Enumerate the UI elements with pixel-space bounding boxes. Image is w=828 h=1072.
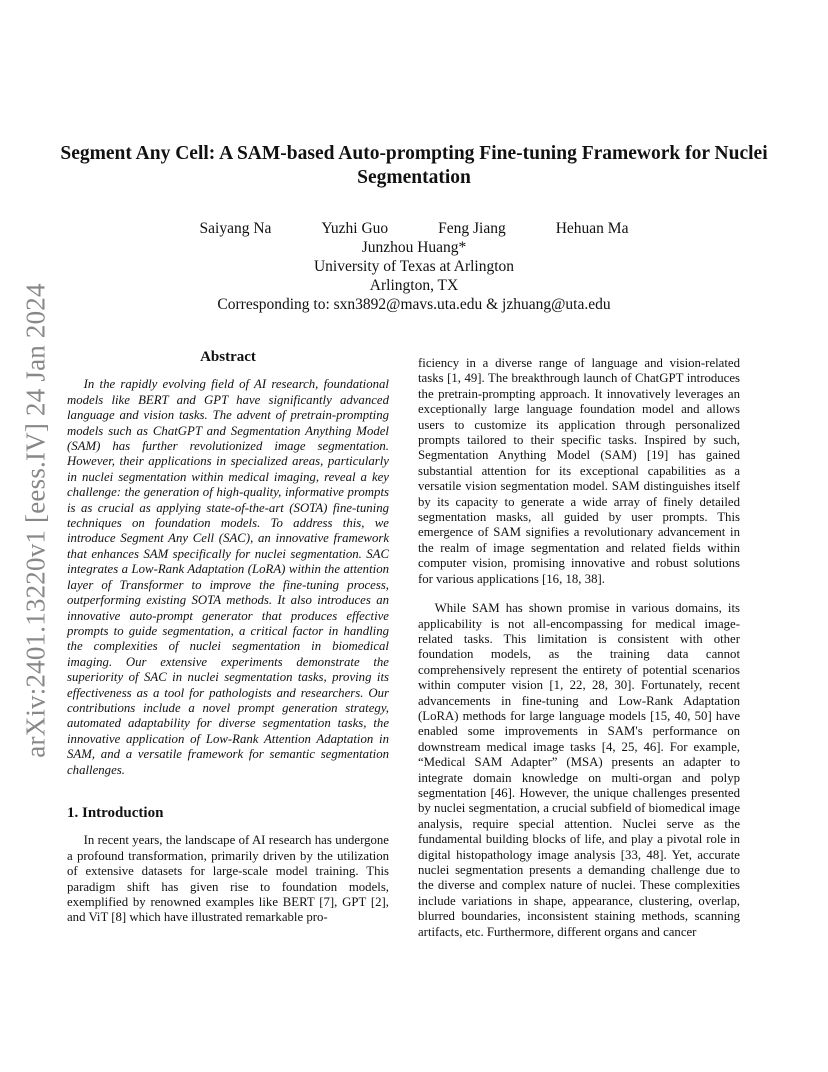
affiliation: University of Texas at Arlington [313, 258, 515, 275]
corresponding-emails: Corresponding to: sxn3892@mavs.uta.edu & jzhuang@uta.edu [217, 296, 611, 313]
arxiv-side-stamp [12, 282, 60, 758]
author-name: Feng Jiang [438, 220, 506, 237]
arxiv-identifier: arXiv:2401.13220v1 [eess.IV] 24 Jan 2024 [20, 282, 51, 758]
left-column [67, 350, 389, 926]
abstract-text: In the rapidly evolving field of AI research, foundational models like BERT and GPT have significantly advanced language and vision tasks. The advent of pretrain-prompting models such as ChatGPT and Segmentation Anything Model (SAM) has further revolutionized image segmentation. However, their applications in specialized areas, particularly in nuclei segmentation within medical imaging, reveal a key challenge: the generation of high-quality, informative prompts is as crucial as applying state-of-the-art (SOTA) fine-tuning techniques on foundation models. To address this, we introduce Segment Any Cell (SAC), an innovative framework that enhances SAM specifically for nuclei segmentation. SAC integrates a Low-Rank Adaptation (LoRA) within the attention layer of Transformer to improve the fine-tuning process, outperforming existing SOTA methods. It also introduces an innovative auto-prompt generator that produces effective prompts to guide segmentation, a critical factor in handling the complexities of nuclei segmentation in biomedical imaging. Our extensive experiments demonstrate the superiority of SAC in nuclei segmentation tasks, proving its effectiveness as a tool for pathologists and researchers. Our contributions include a novel prompt generation strategy, automated adaptability for diverse segmentation tasks, the innovative application of Low-Rank Attention Adaptation in SAM, and a versatile framework for semantic segmentation challenges. [67, 377, 389, 777]
intro-paragraph-continued: ficiency in a diverse range of language and vision-related tasks [1, 49]. The breakthrough launch of ChatGPT introduces the pretrain-prompting approach. It innovatively leverages an exceptionally large language foundation model and allows users to customize its application through personalized prompts tailored to their specific tasks. Inspired by such, Segmentation Anything Model (SAM) [19] has gained substantial attention for its exceptional capabilities as a versatile vision segmentation model. SAM distinguishes itself by its capacity to generate a wide array of finely detailed segmentation masks, all guided by user prompts. This emergence of SAM signifies a revolutionary advancement in the realm of image segmentation and related fields within computer vision, promising innovative and robust solutions for various applications [16, 18, 38]. [418, 356, 740, 586]
author-list [60, 219, 768, 238]
intro-paragraph: While SAM has shown promise in various domains, its applicability is not all-encompassing for medical image-related tasks. This limitation is consistent with other foundation models, as the training data cannot comprehensively represent the entirety of potential scenarios within computer vision [1, 22, 28, 30]. Fortunately, recent advancements in fine-tuning and Low-Rank Adaptation (LoRA) methods for large language models [15, 40, 50] have enabled some improvements in SAM's performance on downstream medical image tasks [4, 25, 46]. For example, “Medical SAM Adapter” (MSA) presents an adapter to integrate domain knowledge on multi-organ and polyp segmentation [46]. However, the unique challenges presented by nuclei segmentation, a crucial subfield of biomedical image analysis, require special attention. Nuclei serve as the fundamental building blocks of life, and play a pivotal role in digital histopathology image analysis [33, 48]. Yet, accurate nuclei segmentation presents a demanding challenge due to the diverse and complex nature of nuclei. These complexities include variations in shape, appearance, clustering, overlap, blurred boundaries, inconsistent staining methods, scanning artifacts, etc. Furthermore, different organs and cancer [418, 601, 740, 939]
intro-paragraph: In recent years, the landscape of AI research has undergone a profound transformation, primarily driven by the utilization of extensive datasets for large-scale model training. This paradigm shift has given rise to foundation models, exemplified by renowned examples like BERT [7], GPT [2], and ViT [8] which have illustrated remarkable pro- [67, 833, 389, 925]
paper-title: Segment Any Cell: A SAM-based Auto-prompting Fine-tuning Framework for Nuclei Segmentation [60, 143, 768, 188]
right-column [418, 356, 740, 940]
author-name: Yuzhi Guo [321, 220, 389, 237]
abstract-heading: Abstract [200, 349, 256, 365]
author-block [60, 219, 768, 314]
location: Arlington, TX [369, 277, 459, 294]
author-corresponding-name: Junzhou Huang* [361, 239, 467, 256]
author-name: Hehuan Ma [555, 220, 629, 237]
section-heading-introduction: 1. Introduction [67, 804, 164, 821]
author-name: Saiyang Na [199, 220, 272, 237]
